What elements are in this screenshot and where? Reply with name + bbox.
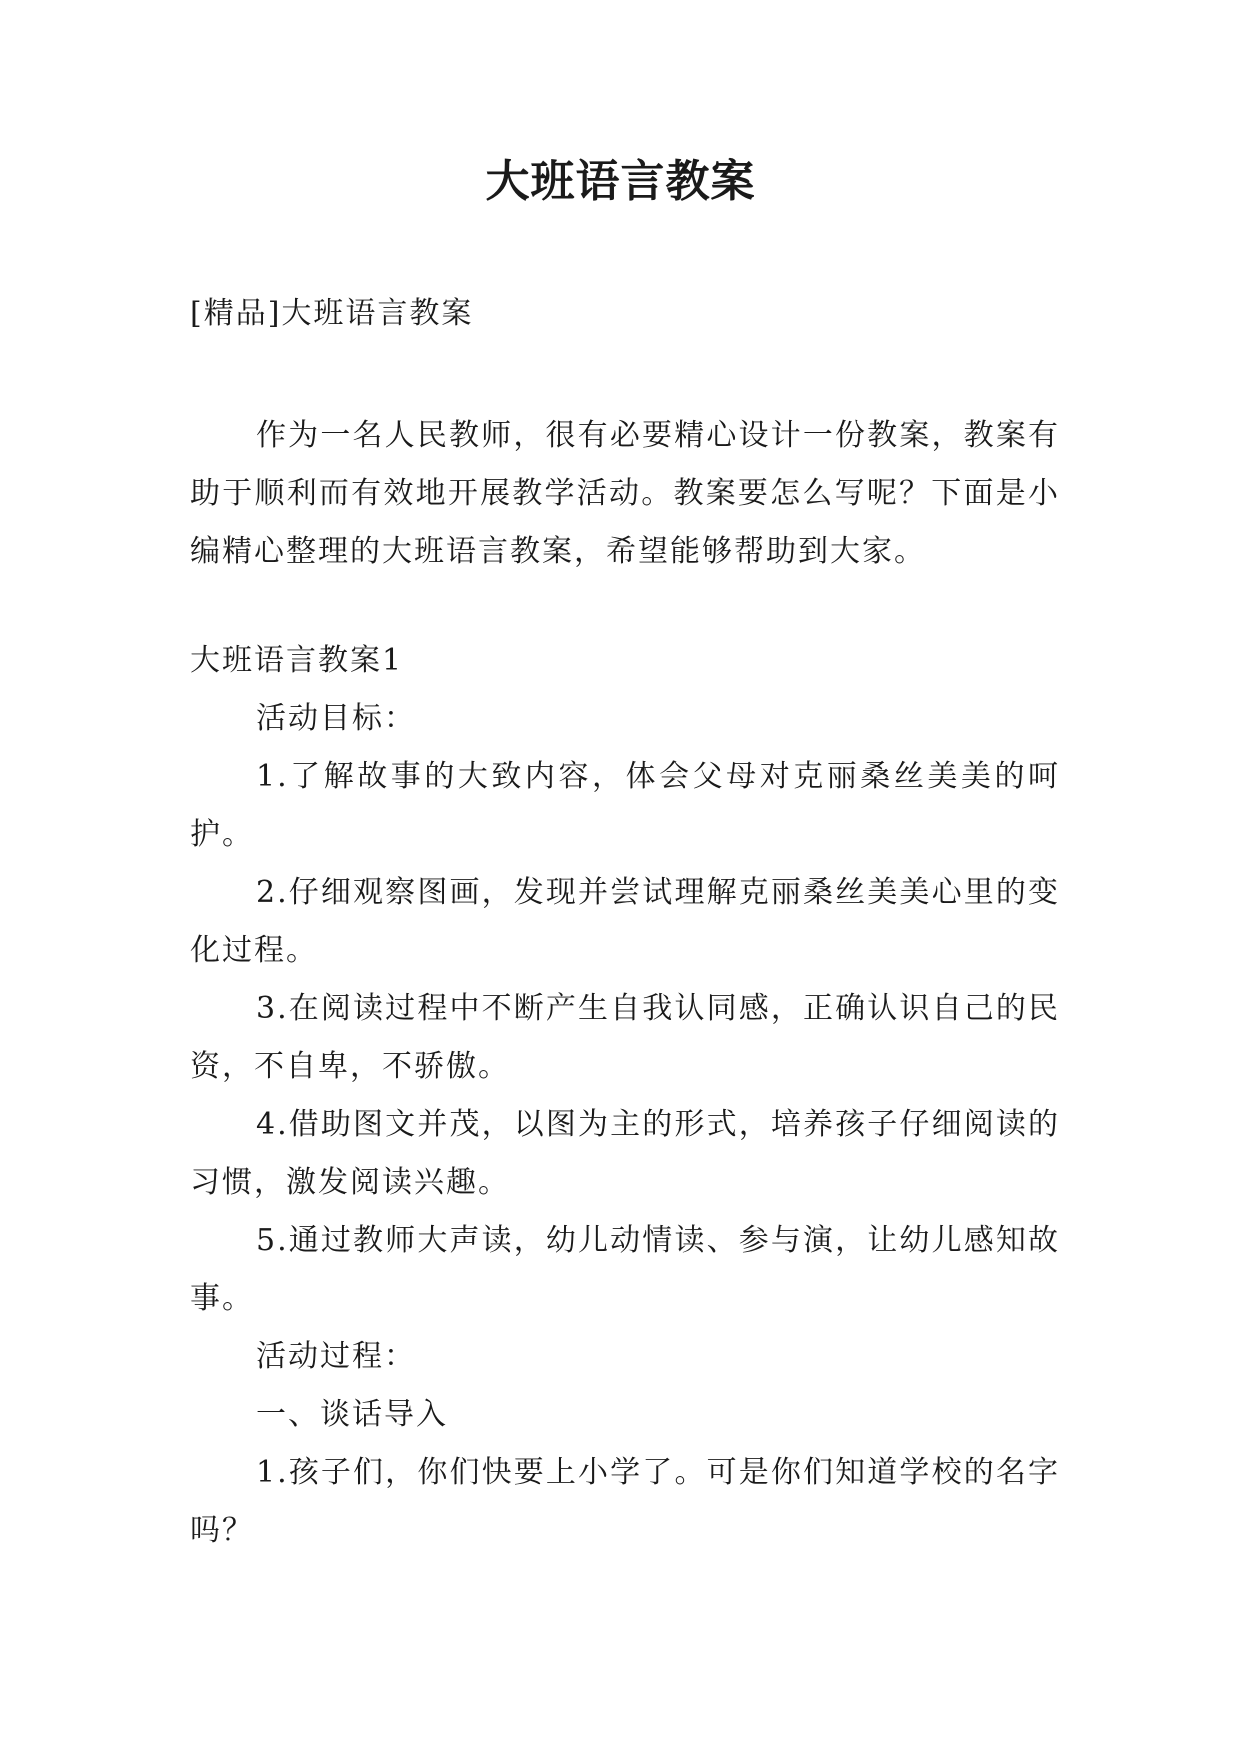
section-heading: 大班语言教案1 <box>190 643 404 678</box>
paragraph-goal-5: 5.通过教师大声读，幼儿动情读、参与演，让幼儿感知故事。 <box>190 1223 1060 1316</box>
paragraph-activity-process-label: 活动过程： <box>256 1339 416 1374</box>
paragraph-step-heading: 一、谈话导入 <box>256 1397 448 1432</box>
paragraph-goal-4: 4.借助图文并茂，以图为主的形式，培养孩子仔细阅读的习惯，激发阅读兴趣。 <box>190 1107 1060 1200</box>
paragraph-activity-goals-label: 活动目标： <box>256 701 416 736</box>
document-title: 大班语言教案 <box>485 156 756 207</box>
paragraph-goal-3: 3.在阅读过程中不断产生自我认同感，正确认识自己的民资，不自卑，不骄傲。 <box>190 991 1060 1084</box>
paragraph-goal-2: 2.仔细观察图画，发现并尝试理解克丽桑丝美美心里的变化过程。 <box>190 875 1060 968</box>
intro-paragraph: 作为一名人民教师，很有必要精心设计一份教案，教案有助于顺利而有效地开展教学活动。教案要怎么写呢？下面是小编精心整理的大班语言教案，希望能够帮助到大家。 <box>190 418 1060 569</box>
paragraph-goal-1: 1.了解故事的大致内容，体会父母对克丽桑丝美美的呵护。 <box>190 759 1060 852</box>
document-subtitle: [精品]大班语言教案 <box>190 296 474 331</box>
paragraph-step-1: 1.孩子们，你们快要上小学了。可是你们知道学校的名字吗？ <box>190 1455 1060 1548</box>
document-body <box>190 632 1060 1560</box>
